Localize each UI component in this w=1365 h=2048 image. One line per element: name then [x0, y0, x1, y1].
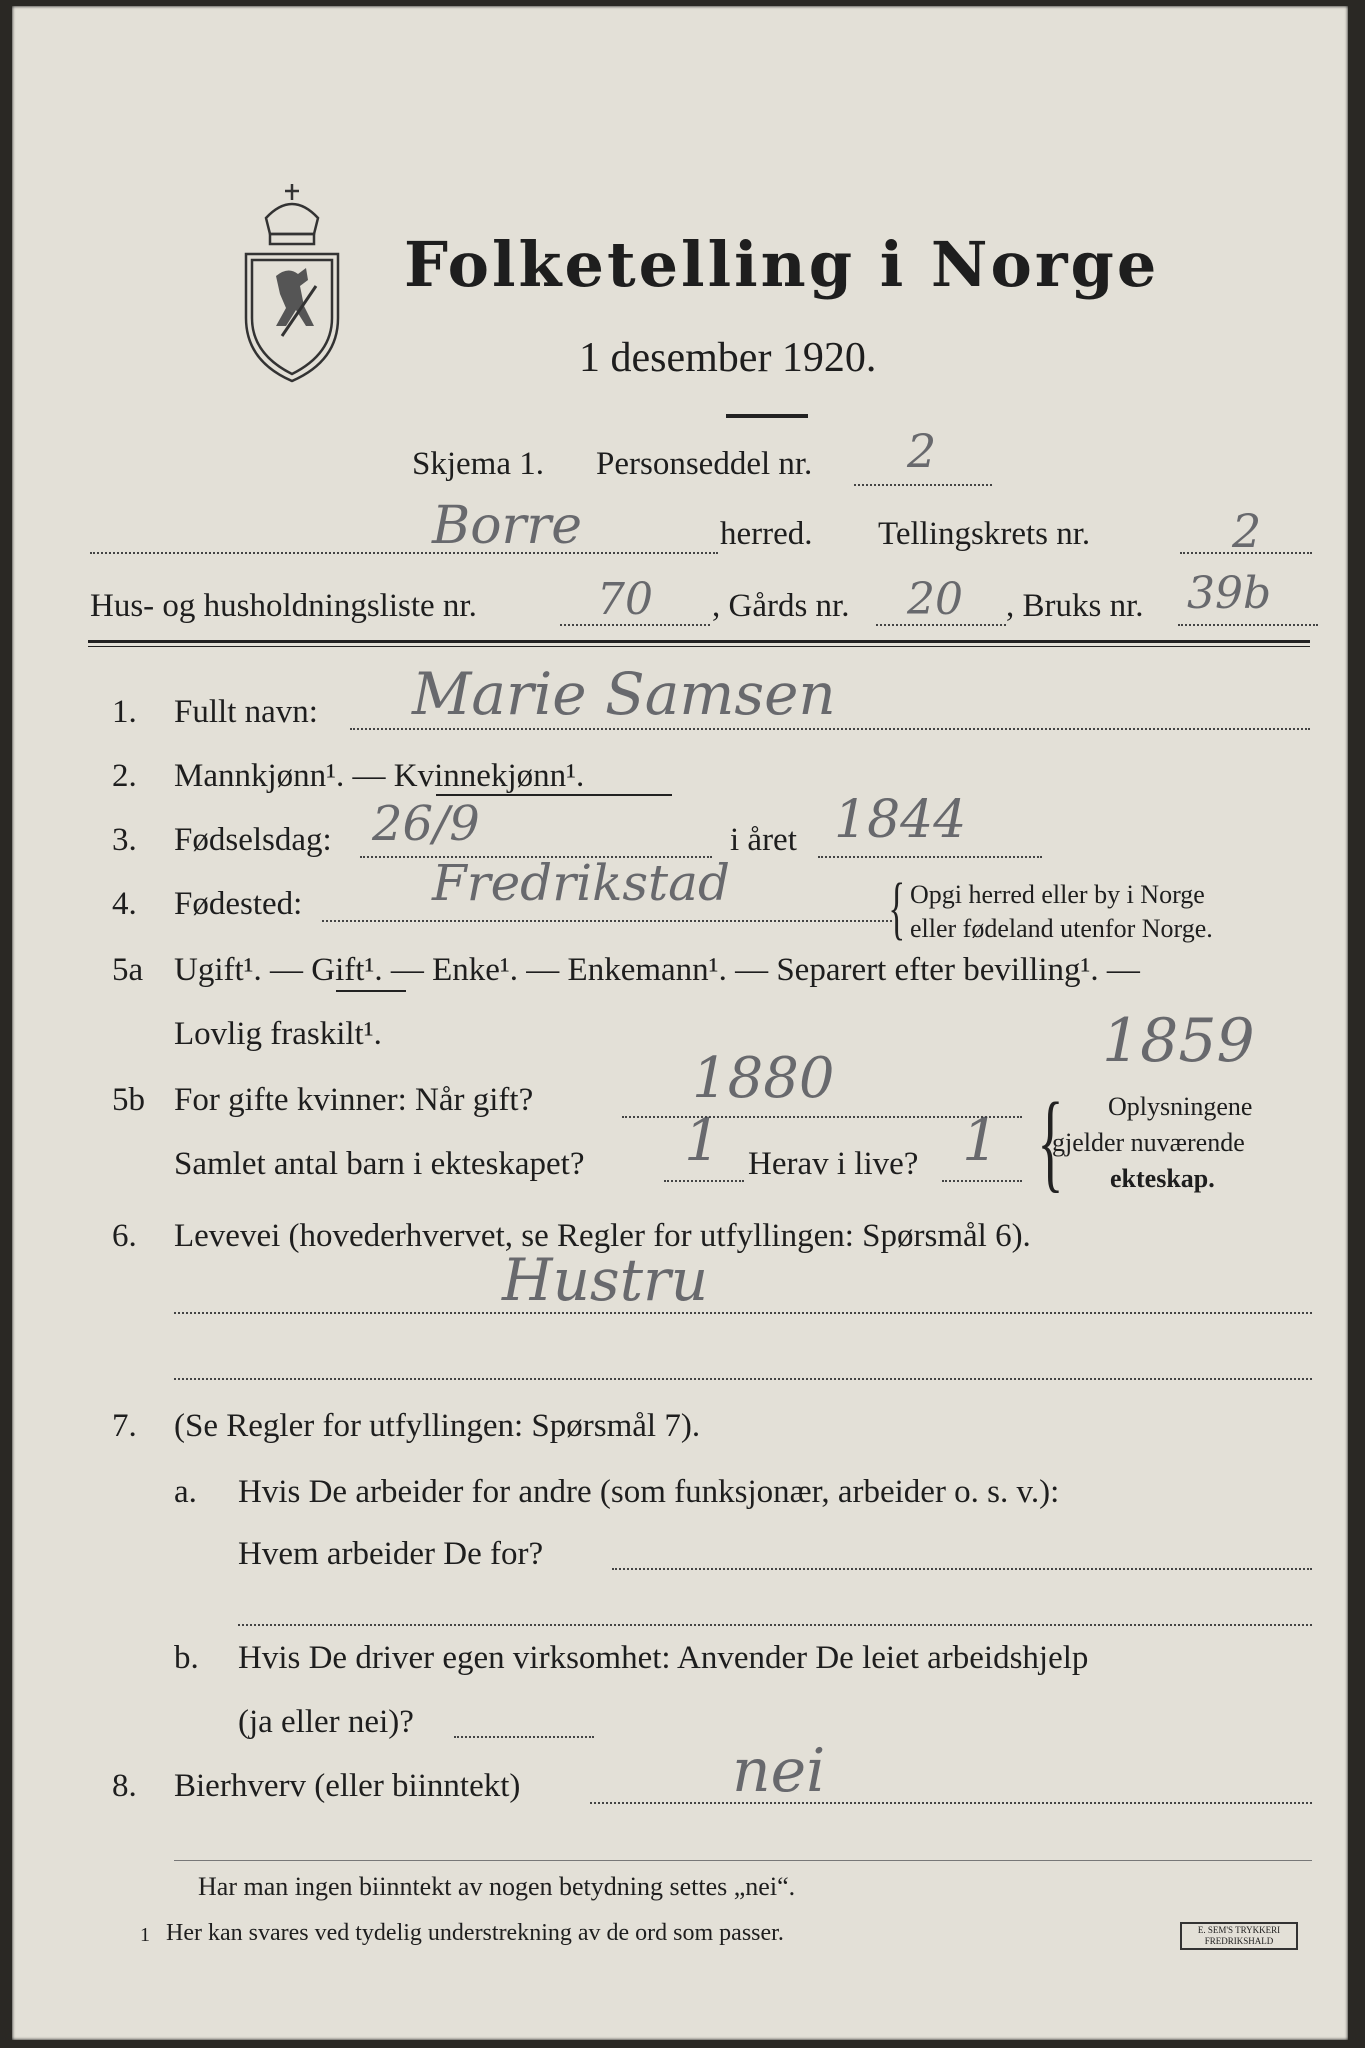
q5b-number: 5b	[112, 1082, 145, 1118]
q1-number: 1.	[112, 694, 137, 730]
q3-number: 3.	[112, 822, 137, 858]
q8-number: 8.	[112, 1768, 137, 1804]
gards-value: 20	[907, 574, 963, 625]
q5b-note-line1: Oplysningene	[1108, 1092, 1253, 1121]
q3-year-value: 1844	[834, 790, 967, 850]
q5b-extra-value: 1859	[1102, 1006, 1255, 1076]
hus-value: 70	[597, 574, 653, 625]
q1-label: Fullt navn:	[174, 694, 318, 730]
q6-number: 6.	[112, 1218, 137, 1254]
q5b-value3: 1	[962, 1106, 999, 1174]
q5b-label1: For gifte kvinner: Når gift?	[174, 1082, 534, 1118]
header-double-rule-bottom	[88, 646, 1310, 647]
herred-label: herred.	[720, 516, 813, 552]
q4-line	[322, 920, 892, 922]
q2-number: 2.	[112, 758, 137, 794]
q7b-line2: (ja eller nei)?	[238, 1704, 414, 1740]
q5a-gift-underline	[336, 990, 406, 992]
q8-label: Bierhverv (eller biinntekt)	[174, 1768, 521, 1804]
hus-label: Hus- og husholdningsliste nr.	[90, 588, 477, 624]
q8-line	[590, 1802, 1312, 1804]
schema-label: Skjema 1.	[412, 446, 544, 482]
footnote-text: Her kan svares ved tydelig understrekning av de ord som passer.	[166, 1920, 784, 1946]
q5b-value2: 1	[684, 1106, 721, 1174]
q7-label: (Se Regler for utfyllingen: Spørsmål 7).	[174, 1408, 701, 1444]
bruks-value: 39b	[1187, 568, 1272, 619]
q4-label: Fødested:	[174, 886, 303, 922]
q7a-line2: Hvem arbeider De for?	[238, 1536, 544, 1572]
census-date: 1 desember 1920.	[579, 335, 877, 381]
q3-year-label: i året	[730, 822, 797, 858]
q4-note-line2: eller fødeland utenfor Norge.	[910, 914, 1213, 943]
q5b-value1: 1880	[692, 1046, 835, 1111]
header-double-rule-top	[88, 640, 1310, 643]
printer-stamp-line2: FREDRIKSHALD	[1204, 1936, 1274, 1946]
norwegian-coat-of-arms-icon	[236, 176, 348, 386]
title-divider	[726, 414, 808, 418]
q4-number: 4.	[112, 886, 137, 922]
q5a-number: 5a	[112, 952, 144, 988]
q5b-label2: Samlet antal barn i ekteskapet?	[174, 1146, 585, 1182]
personseddel-label: Personseddel nr.	[596, 446, 813, 482]
q7-number: 7.	[112, 1408, 137, 1444]
census-form-sheet	[12, 6, 1348, 2040]
q5b-line2	[664, 1180, 744, 1182]
q7b-line	[454, 1736, 594, 1738]
q7a-extra-line	[238, 1624, 1312, 1626]
q6-value: Hustru	[502, 1246, 709, 1314]
q1-line	[350, 728, 1310, 730]
printer-stamp-line1: E. SEM'S TRYKKERI	[1197, 1925, 1281, 1935]
form-title: Folketelling i Norge	[404, 228, 1160, 301]
q5b-note-brace: {	[1037, 1080, 1064, 1202]
q6-label: Levevei (hovederhvervet, se Regler for utfyllingen: Spørsmål 6).	[174, 1218, 1031, 1254]
q4-note-brace: {	[888, 870, 906, 947]
q5b-label3: Herav i live?	[748, 1146, 919, 1182]
tellingskrets-value: 2	[1232, 504, 1262, 558]
bruks-label: , Bruks nr.	[1006, 588, 1144, 624]
printer-stamp	[1180, 1922, 1298, 1950]
q3-year-line	[818, 856, 1042, 858]
footnote-mark: 1	[140, 1924, 150, 1946]
q1-value: Marie Samsen	[412, 660, 836, 728]
q2-label: Mannkjønn¹. — Kvinnekjønn¹.	[174, 758, 585, 794]
q6-line2	[174, 1378, 1312, 1380]
q3-value: 26/9	[372, 796, 480, 852]
q7b-line1: Hvis De driver egen virksomhet: Anvender De leiet arbeidshjelp	[238, 1640, 1089, 1676]
q6-line1	[174, 1312, 1312, 1314]
q7b-number: b.	[174, 1640, 199, 1676]
q4-note-line1: Opgi herred eller by i Norge	[910, 880, 1205, 909]
footer-divider	[174, 1860, 1312, 1861]
herred-value: Borre	[432, 496, 583, 556]
gards-label: , Gårds nr.	[712, 588, 850, 624]
herred-line	[90, 552, 718, 554]
tellingskrets-label: Tellingskrets nr.	[878, 516, 1091, 552]
personseddel-line	[854, 484, 992, 486]
q4-value: Fredrikstad	[432, 854, 730, 912]
q7a-number: a.	[174, 1474, 197, 1510]
q3-label: Fødselsdag:	[174, 822, 332, 858]
q5a-line2: Lovlig fraskilt¹.	[174, 1016, 382, 1052]
q5b-note-line3: ekteskap.	[1110, 1164, 1215, 1193]
q5b-line3	[942, 1180, 1022, 1182]
personseddel-value: 2	[907, 424, 937, 478]
q5a-line1: Ugift¹. — Gift¹. — Enke¹. — Enkemann¹. — Separert efter bevilling¹. —	[174, 952, 1140, 988]
bruks-line	[1178, 624, 1318, 626]
q7a-line	[612, 1568, 1312, 1570]
q7a-line1: Hvis De arbeider for andre (som funksjonær, arbeider o. s. v.):	[238, 1474, 1060, 1510]
footer-note: Har man ingen biinntekt av nogen betydning settes „nei“.	[198, 1872, 796, 1901]
q5b-note-line2: gjelder nuværende	[1052, 1128, 1245, 1157]
q8-value: nei	[732, 1736, 826, 1806]
